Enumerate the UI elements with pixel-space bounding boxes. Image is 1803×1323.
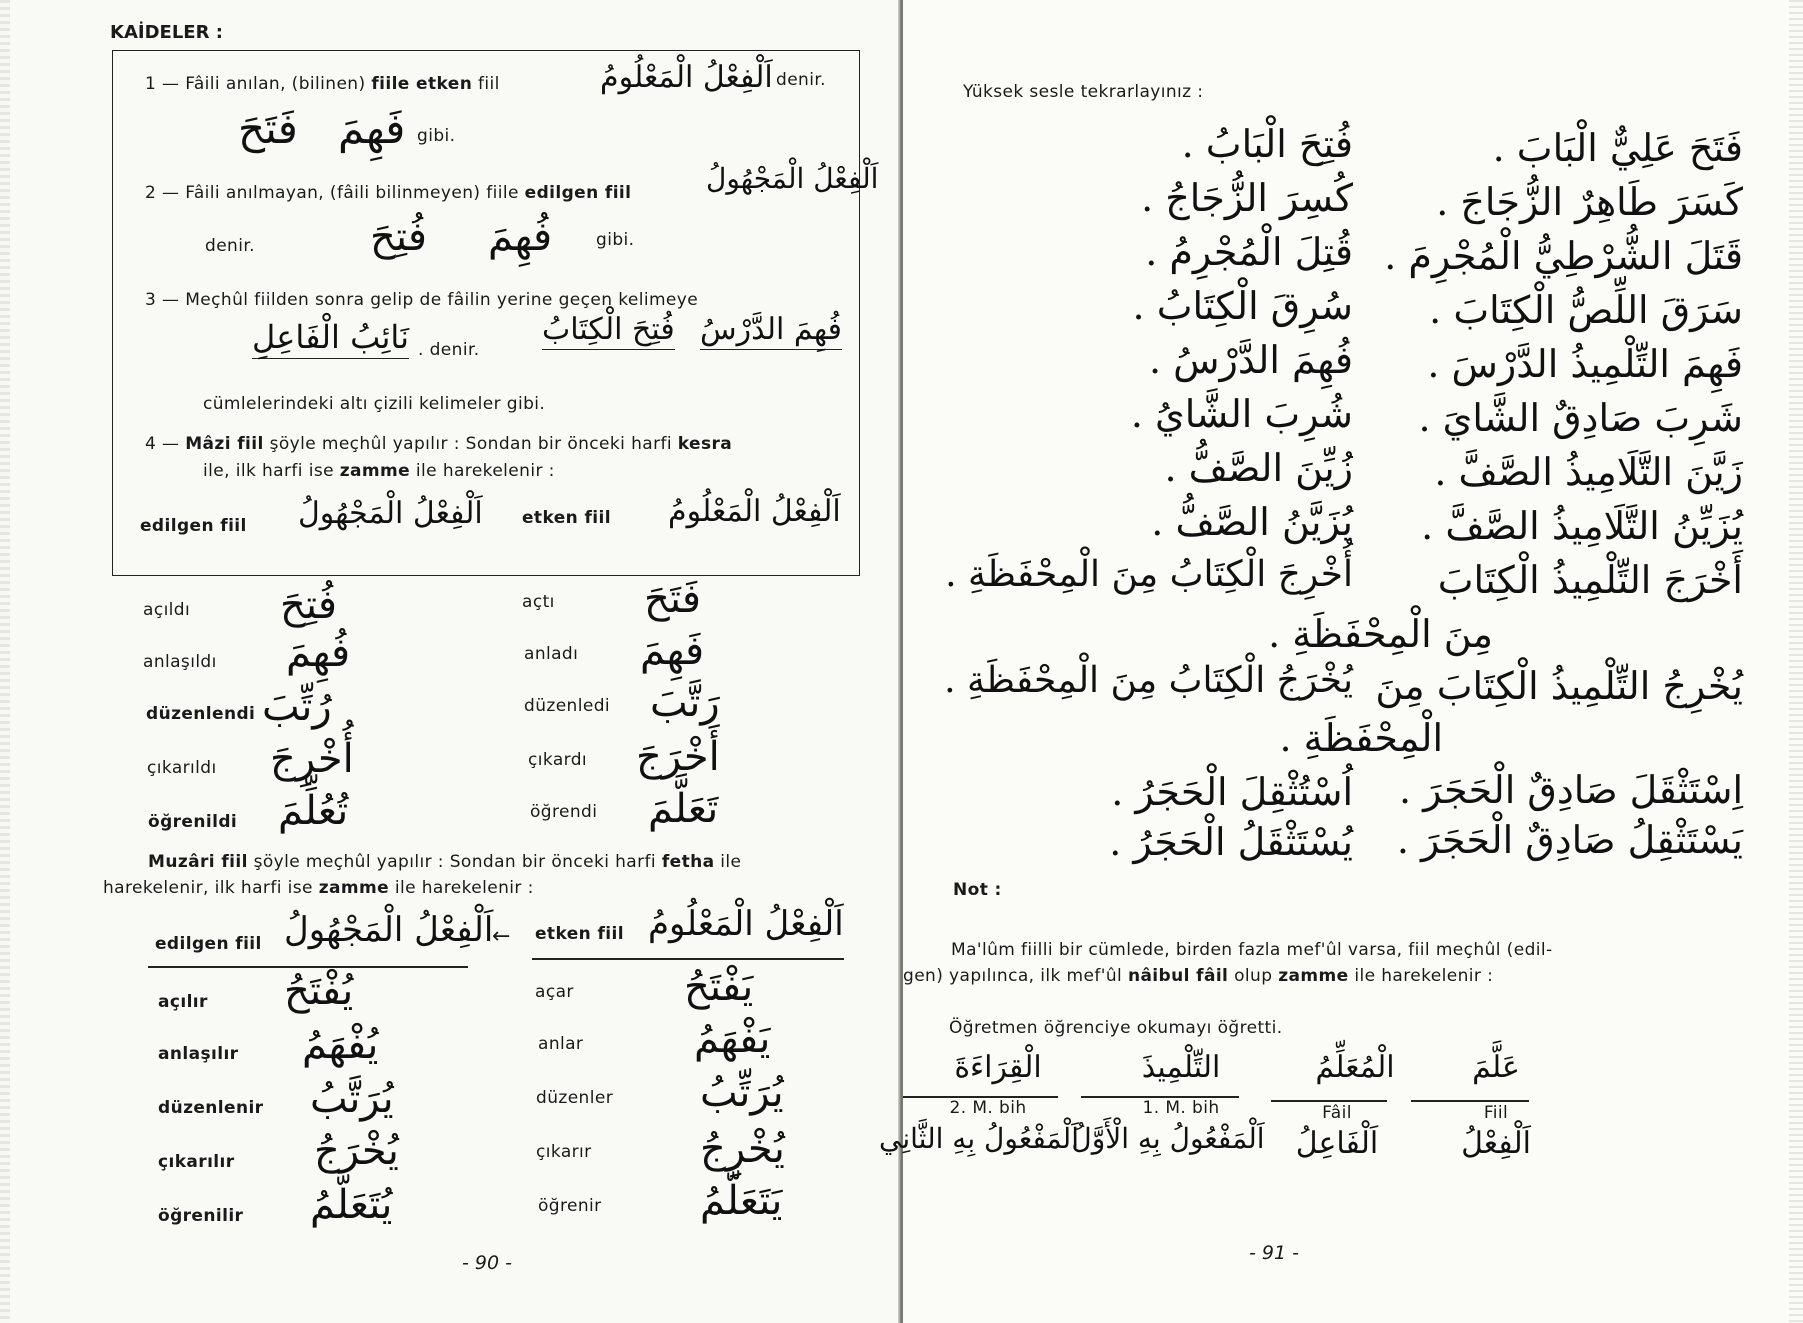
rule-1-text: 1 — Fâili anılan, (bilinen) fiile etken fiil bbox=[145, 74, 500, 94]
muzari-row-1-tr-pass: açılır bbox=[158, 992, 208, 1012]
muzari-row-2-tr-pass: anlaşılır bbox=[158, 1044, 239, 1064]
mazi-row-1-ar-act: فَتَحَ bbox=[644, 576, 702, 622]
muzari-row-3-ar-act: يُرَتِّبُ bbox=[700, 1070, 784, 1116]
right-page bbox=[878, 0, 1803, 1323]
mazi-row-2-ar-act: فَهِمَ bbox=[640, 628, 705, 674]
pair-12-active: الْمِحْفَظَةِ . bbox=[1279, 716, 1443, 760]
pair-1-active: فَتَحَ عَلِيٌّ الْبَابَ . bbox=[1492, 126, 1743, 170]
muzari-row-5-ar-pass: يُتَعَلَّمُ bbox=[310, 1182, 393, 1228]
rule-2-lead: denir. bbox=[205, 236, 255, 256]
muzari-row-5-tr-pass: öğrenilir bbox=[158, 1206, 244, 1226]
muzari-row-3-ar-pass: يُرَتَّبُ bbox=[310, 1076, 394, 1122]
rule-1-arabic-term: اَلْفِعْلُ الْمَعْلُومُ bbox=[600, 60, 773, 95]
mazi-row-2-tr-pass: anlaşıldı bbox=[143, 652, 217, 672]
pair-1-passive: فُتِحَ الْبَابُ . bbox=[1181, 122, 1353, 166]
rule-4-line1: 4 — Mâzi fiil şöyle meçhûl yapılır : Sondan bir önceki harfi kesra bbox=[145, 434, 733, 454]
rule-1-tail: gibi. bbox=[417, 126, 456, 146]
left-page bbox=[0, 0, 900, 1323]
page-edge bbox=[0, 0, 10, 1323]
pair-5-passive: فُهِمَ الدَّرْسُ . bbox=[1148, 338, 1353, 382]
rule-2-text: 2 — Fâili anılmayan, (fâili bilinmeyen) fiile edilgen fiil bbox=[145, 183, 632, 203]
pair-4-active: سَرَقَ اللِّصُّ الْكِتَابَ . bbox=[1429, 288, 1743, 332]
muzari-active-term: اَلْفِعْلُ الْمَعْلُومُ bbox=[648, 904, 844, 944]
arrow-left-icon: ← bbox=[492, 924, 511, 949]
rule-3-example-1: فُتِحَ الْكِتَابُ bbox=[542, 312, 675, 347]
muzari-row-5-ar-act: يَتَعَلَّمُ bbox=[700, 1178, 783, 1224]
pair-7-passive: زُيِّنَ الصَّفُّ . bbox=[1164, 446, 1353, 490]
intro-text: Yüksek sesle tekrarlayınız : bbox=[963, 82, 1204, 102]
example-sentence: Öğretmen öğrenciye okumayı öğretti. bbox=[949, 1018, 1283, 1038]
mazi-row-4-ar-act: أَخْرَجَ bbox=[636, 734, 720, 780]
muzari-row-1-ar-act: يَفْتَحُ bbox=[684, 964, 754, 1010]
page-heading: KAİDELER : bbox=[110, 22, 223, 43]
muzari-row-2-ar-act: يَفْهَمُ bbox=[694, 1016, 771, 1062]
mazi-active-label: etken fiil bbox=[522, 508, 611, 528]
muzari-row-4-ar-pass: يُخْرَجُ bbox=[314, 1128, 399, 1174]
muzari-row-2-tr-act: anlar bbox=[538, 1034, 584, 1054]
muzari-right-underline bbox=[532, 958, 844, 960]
mazi-row-3-tr-act: düzenledi bbox=[524, 696, 611, 716]
muzari-passive-label: edilgen fiil bbox=[155, 934, 262, 954]
mazi-active-term: اَلْفِعْلُ الْمَعْلُومُ bbox=[668, 494, 841, 529]
mazi-passive-label: edilgen fiil bbox=[140, 516, 247, 536]
mazi-row-5-tr-act: öğrendi bbox=[530, 802, 598, 822]
muzari-row-1-ar-pass: يُفْتَحُ bbox=[284, 968, 354, 1014]
muzari-row-1-tr-act: açar bbox=[535, 982, 574, 1002]
muzari-row-4-tr-act: çıkarır bbox=[536, 1142, 592, 1162]
mazi-row-4-ar-pass: أُخْرِجَ bbox=[270, 736, 354, 782]
analysis-2-term: اَلْمَفْعُولُ بِهِ الْأَوَّلُ bbox=[1071, 1122, 1265, 1155]
rule-3-arabic-term: نَائِبُ الْفَاعِلِ bbox=[252, 318, 409, 359]
analysis-4-rule bbox=[1411, 1100, 1529, 1102]
pair-14-passive: يُسْتَثْقَلُ الْحَجَرُ . bbox=[1109, 820, 1353, 864]
analysis-3-rule bbox=[1271, 1100, 1387, 1102]
pair-4-passive: سُرِقَ الْكِتَابُ . bbox=[1132, 284, 1353, 328]
pair-8-active: يُزَيِّنُ التَّلَامِيذُ الصَّفَّ . bbox=[1421, 504, 1743, 548]
pair-13-active: اِسْتَثْقَلَ صَادِقٌ الْحَجَرَ . bbox=[1398, 768, 1743, 812]
pair-3-active: قَتَلَ الشُّرْطِيُّ الْمُجْرِمَ . bbox=[1384, 234, 1743, 278]
mazi-row-5-ar-pass: تُعُلِّمَ bbox=[278, 788, 349, 834]
rule-2-example-2: فُهِمَ bbox=[488, 214, 553, 260]
rule-1-example-2: فَتَحَ bbox=[238, 104, 298, 153]
muzari-row-3-tr-pass: düzenlenir bbox=[158, 1098, 264, 1118]
pair-5-active: فَهِمَ التِّلْمِيذُ الدَّرْسَ . bbox=[1427, 342, 1743, 386]
pair-8-passive: يُزَيَّنُ الصَّفُّ . bbox=[1151, 500, 1353, 544]
muzari-passive-term: اَلْفِعْلُ الْمَجْهُولُ bbox=[284, 910, 494, 950]
rule-2-example-1: فُتِحَ bbox=[370, 214, 428, 260]
pair-9-active: أَخْرَجَ التِّلْمِيذُ الْكِتَابَ bbox=[1437, 558, 1743, 602]
mazi-row-1-tr-act: açtı bbox=[522, 592, 555, 612]
rule-3-text: 3 — Meçhûl fiilden sonra gelip de fâilin yerine geçen kelimeye bbox=[145, 290, 699, 310]
analysis-3-term: اَلْفَاعِلُ bbox=[1295, 1126, 1379, 1161]
rule-4-line2: ile, ilk harfi ise zamme ile harekelenir : bbox=[203, 461, 555, 481]
mazi-row-5-ar-act: تَعَلَّمَ bbox=[648, 786, 719, 832]
pair-11-active: يُخْرِجُ التِّلْمِيذُ الْكِتَابَ مِنَ bbox=[1375, 664, 1743, 708]
mazi-row-1-tr-pass: açıldı bbox=[143, 600, 191, 620]
muzari-active-label: etken fiil bbox=[535, 924, 624, 944]
analysis-3-label: Fâil bbox=[1322, 1103, 1352, 1123]
rule-1-end: denir. bbox=[776, 70, 826, 90]
rule-2-tail: gibi. bbox=[596, 230, 635, 250]
pair-6-active: شَرِبَ صَادِقٌ الشَّايَ . bbox=[1418, 396, 1743, 440]
pair-13-passive: اُسْتُثْقِلَ الْحَجَرُ . bbox=[1111, 770, 1353, 814]
muzari-row-5-tr-act: öğrenir bbox=[538, 1196, 602, 1216]
analysis-4-term: اَلْفِعْلُ bbox=[1461, 1126, 1531, 1161]
muzari-line1: Muzâri fiil şöyle meçhûl yapılır : Sondan bir önceki harfi fetha ile bbox=[148, 852, 742, 872]
mazi-row-2-ar-pass: فُهِمَ bbox=[286, 630, 351, 676]
mazi-row-3-ar-act: رَتَّبَ bbox=[650, 680, 720, 726]
page-number: - 90 - bbox=[462, 1252, 512, 1274]
page-number: - 91 - bbox=[1249, 1242, 1299, 1264]
pair-7-active: زَيَّنَ التَّلَامِيذُ الصَّفَّ . bbox=[1434, 450, 1743, 494]
pair-6-passive: شُرِبَ الشَّايُ . bbox=[1130, 392, 1353, 436]
pair-11-passive: يُخْرَجُ الْكِتَابُ مِنَ الْمِحْفَظَةِ . bbox=[944, 660, 1353, 701]
rule-1-example-1: فَهِمَ bbox=[338, 104, 406, 153]
analysis-3-word: الْمُعَلِّمُ bbox=[1315, 1050, 1395, 1085]
analysis-1-word: الْقِرَاءَةَ bbox=[954, 1050, 1042, 1085]
muzari-row-4-ar-act: يُخْرِجُ bbox=[700, 1126, 785, 1172]
mazi-row-5-tr-pass: öğrenildi bbox=[148, 812, 238, 832]
muzari-row-4-tr-pass: çıkarılır bbox=[158, 1152, 235, 1172]
pair-14-active: يَسْتَثْقِلُ صَادِقٌ الْحَجَرَ . bbox=[1396, 818, 1743, 862]
analysis-4-label: Fiil bbox=[1483, 1103, 1509, 1123]
muzari-row-2-ar-pass: يُفْهَمُ bbox=[302, 1022, 379, 1068]
pair-3-passive: قُتِلَ الْمُجْرِمُ . bbox=[1145, 230, 1353, 274]
muzari-line2: harekelenir, ilk harfi ise zamme ile harekelenir : bbox=[103, 878, 534, 898]
page-edge bbox=[1789, 0, 1803, 1323]
pair-2-active: كَسَرَ طَاهِرٌ الزُّجَاجَ . bbox=[1436, 180, 1743, 224]
note-line-2: gen) yapılınca, ilk mef'ûl nâibul fâil olup zamme ile harekelenir : bbox=[903, 966, 1494, 986]
mazi-passive-term: اَلْفِعْلُ الْمَجْهُولُ bbox=[298, 496, 483, 531]
analysis-1-label: 2. M. bih bbox=[949, 1098, 1027, 1118]
mazi-row-4-tr-act: çıkardı bbox=[528, 750, 588, 770]
note-line-1: Ma'lûm fiilli bir cümlede, birden fazla mef'ûl varsa, fiil meçhûl (edil- bbox=[951, 940, 1553, 960]
rule-2-arabic-term: اَلْفِعْلُ الْمَجْهُولُ bbox=[706, 162, 879, 195]
analysis-2-word: التِّلْمِيذَ bbox=[1141, 1050, 1221, 1085]
pair-2-passive: كُسِرَ الزُّجَاجُ . bbox=[1141, 176, 1353, 220]
analysis-4-word: عَلَّمَ bbox=[1472, 1050, 1520, 1085]
mazi-row-1-ar-pass: فُتِحَ bbox=[280, 582, 338, 628]
mazi-row-3-tr-pass: düzenlendi bbox=[146, 704, 256, 724]
rule-3-line3: cümlelerindeki altı çizili kelimeler gibi. bbox=[203, 394, 546, 414]
mazi-row-3-ar-pass: رُتِّبَ bbox=[262, 684, 332, 730]
mazi-row-2-tr-act: anladı bbox=[524, 644, 579, 664]
analysis-1-term: اَلْمَفْعُولُ بِهِ الثَّانِي bbox=[878, 1122, 1079, 1155]
rule-3-mid: . denir. bbox=[418, 340, 480, 360]
pair-9-passive: أُخْرِجَ الْكِتَابُ مِنَ الْمِحْفَظَةِ . bbox=[945, 554, 1353, 595]
rule-3-example-2: فُهِمَ الدَّرْسُ bbox=[700, 312, 842, 347]
analysis-2-label: 1. M. bih bbox=[1142, 1098, 1220, 1118]
note-title: Not : bbox=[953, 880, 1002, 900]
pair-10-active: مِنَ الْمِحْفَظَةِ . bbox=[1268, 612, 1493, 656]
muzari-row-3-tr-act: düzenler bbox=[536, 1088, 614, 1108]
mazi-row-4-tr-pass: çıkarıldı bbox=[147, 758, 217, 778]
